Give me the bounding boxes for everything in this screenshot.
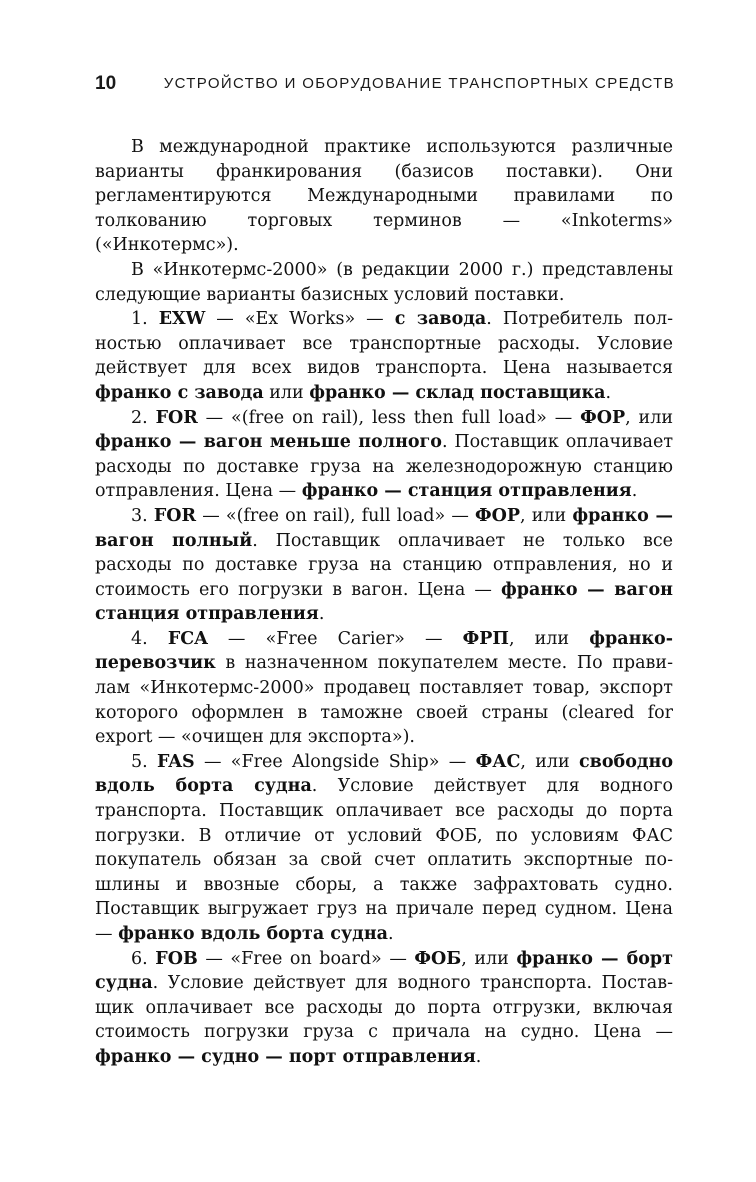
- text-run: . Поставщик оплачивает не только все расходы по доставке груза на станцию отправления, но и стоимость его погрузки в вагон. Цена —: [95, 530, 673, 600]
- paragraph-for-full-load: [95, 504, 673, 627]
- bold-term: франко — вагон полный: [95, 505, 673, 551]
- text-run: — «Free Carier» —: [207, 628, 463, 649]
- text-run: — «Free on board» —: [197, 948, 415, 969]
- paragraph-fob: [95, 947, 673, 1070]
- page-header: [95, 73, 675, 99]
- text-run: — «(free on rail), less then full load» —: [197, 407, 581, 428]
- text-run: или: [263, 382, 310, 403]
- bold-term: EXW: [158, 309, 206, 330]
- text-run: 1.: [131, 309, 159, 330]
- bold-term: ФРП: [462, 628, 509, 649]
- paragraph-exw: [95, 307, 673, 405]
- text-run: , или: [520, 505, 573, 526]
- text-run: , или: [461, 948, 517, 969]
- text-run: , или: [520, 751, 580, 772]
- text-run: — «Free Alongside Ship» —: [194, 751, 476, 772]
- text-run: . Поставщик оплачивает расходы по доставке груза на железнодорожную станцию отправления. Цена —: [95, 432, 673, 502]
- bold-term: с завода: [394, 309, 487, 330]
- bold-term: франко — судно — порт отправления: [95, 1046, 476, 1067]
- text-run: .: [631, 481, 638, 502]
- running-title: УСТРОЙСТВО И ОБОРУДОВАНИЕ ТРАНСПОРТНЫХ СРЕДСТВ: [163, 75, 675, 92]
- text-run: 5.: [131, 751, 158, 772]
- text-run: . Условие действует для водного транспорта. Поставщик оплачивает все расходы до порта отгрузки, включая стоимость погрузки груза с причала на судно. Цена —: [95, 973, 673, 1043]
- bold-term: франко — вагон станция отправления: [95, 579, 673, 625]
- text-run: — «(free on rail), full load» —: [196, 505, 475, 526]
- text-run: . Потребитель полностью оплачивает все транспортные расходы. Условие действует для всех видов транспорта. Цена называется: [95, 309, 673, 379]
- text-run: 2.: [131, 407, 156, 428]
- bold-term: ФОР: [580, 407, 626, 428]
- paragraph-fas: [95, 750, 673, 947]
- text-run: 4.: [131, 628, 168, 649]
- bold-term: франко-перевозчик: [95, 628, 673, 674]
- text-run: — «Ex Works» —: [205, 309, 395, 330]
- bold-term: франко — склад поставщика: [309, 382, 606, 403]
- text-run: 3.: [131, 505, 154, 526]
- bold-term: франко вдоль борта судна: [118, 924, 388, 944]
- text-run: 6.: [131, 948, 156, 969]
- text-run: В «Инкотермс-2000» (в редакции 2000 г.) представлены следующие варианты базисных условий поставки.: [95, 259, 673, 305]
- bold-term: франко — вагон меньше полного: [95, 432, 442, 453]
- bold-term: ФОР: [475, 505, 521, 526]
- bold-term: FOR: [155, 407, 198, 428]
- text-run: В международной практике используются различные варианты франкирования (базисов поставки). Они регламентируются Международными правилами по толкованию торговых терминов — «Inkoterms» («Инкотермс»).: [95, 137, 673, 256]
- bold-term: ФАС: [475, 751, 521, 772]
- bold-term: FAS: [157, 751, 195, 772]
- text-run: , или: [508, 628, 590, 649]
- bold-term: франко с завода: [95, 382, 264, 403]
- text-run: .: [387, 924, 394, 944]
- paragraph-for-less-full-load: [95, 406, 673, 504]
- bold-term: FCA: [167, 628, 208, 649]
- text-run: .: [318, 604, 325, 625]
- paragraph-intro: [95, 135, 673, 258]
- bold-term: франко — станция отправления: [301, 481, 632, 502]
- body-text: [95, 135, 673, 1070]
- bold-term: франко — борт судна: [95, 948, 674, 994]
- text-run: .: [475, 1046, 482, 1067]
- text-run: . Условие действует для водного транспорта. Поставщик оплачивает все расходы до порта погрузки. В отличие от условий ФОБ, по условиям ФАС покупатель обязан за свой счет оплатить экспортные пошлины и ввозные сборы, а также зафрахтовать судно. Поставщик выгружает груз на причале перед судном. Цена —: [95, 776, 673, 944]
- bold-term: ФОБ: [414, 948, 462, 969]
- bold-term: FOR: [153, 505, 197, 526]
- page-number: 10: [95, 73, 117, 94]
- paragraph-fca: [95, 627, 673, 750]
- text-run: в назначенном покупателем месте. По правилам «Инкотермс-2000» продавец поставляет товар, экспорт которого оформлен в таможне своей страны (cleared for export — «очищен для экспорта»).: [95, 653, 673, 748]
- bold-term: свободно вдоль борта судна: [95, 751, 674, 797]
- paragraph-incoterms-2000: [95, 258, 673, 307]
- text-run: , или: [625, 407, 673, 428]
- bold-term: FOB: [155, 948, 198, 969]
- text-run: .: [605, 382, 612, 403]
